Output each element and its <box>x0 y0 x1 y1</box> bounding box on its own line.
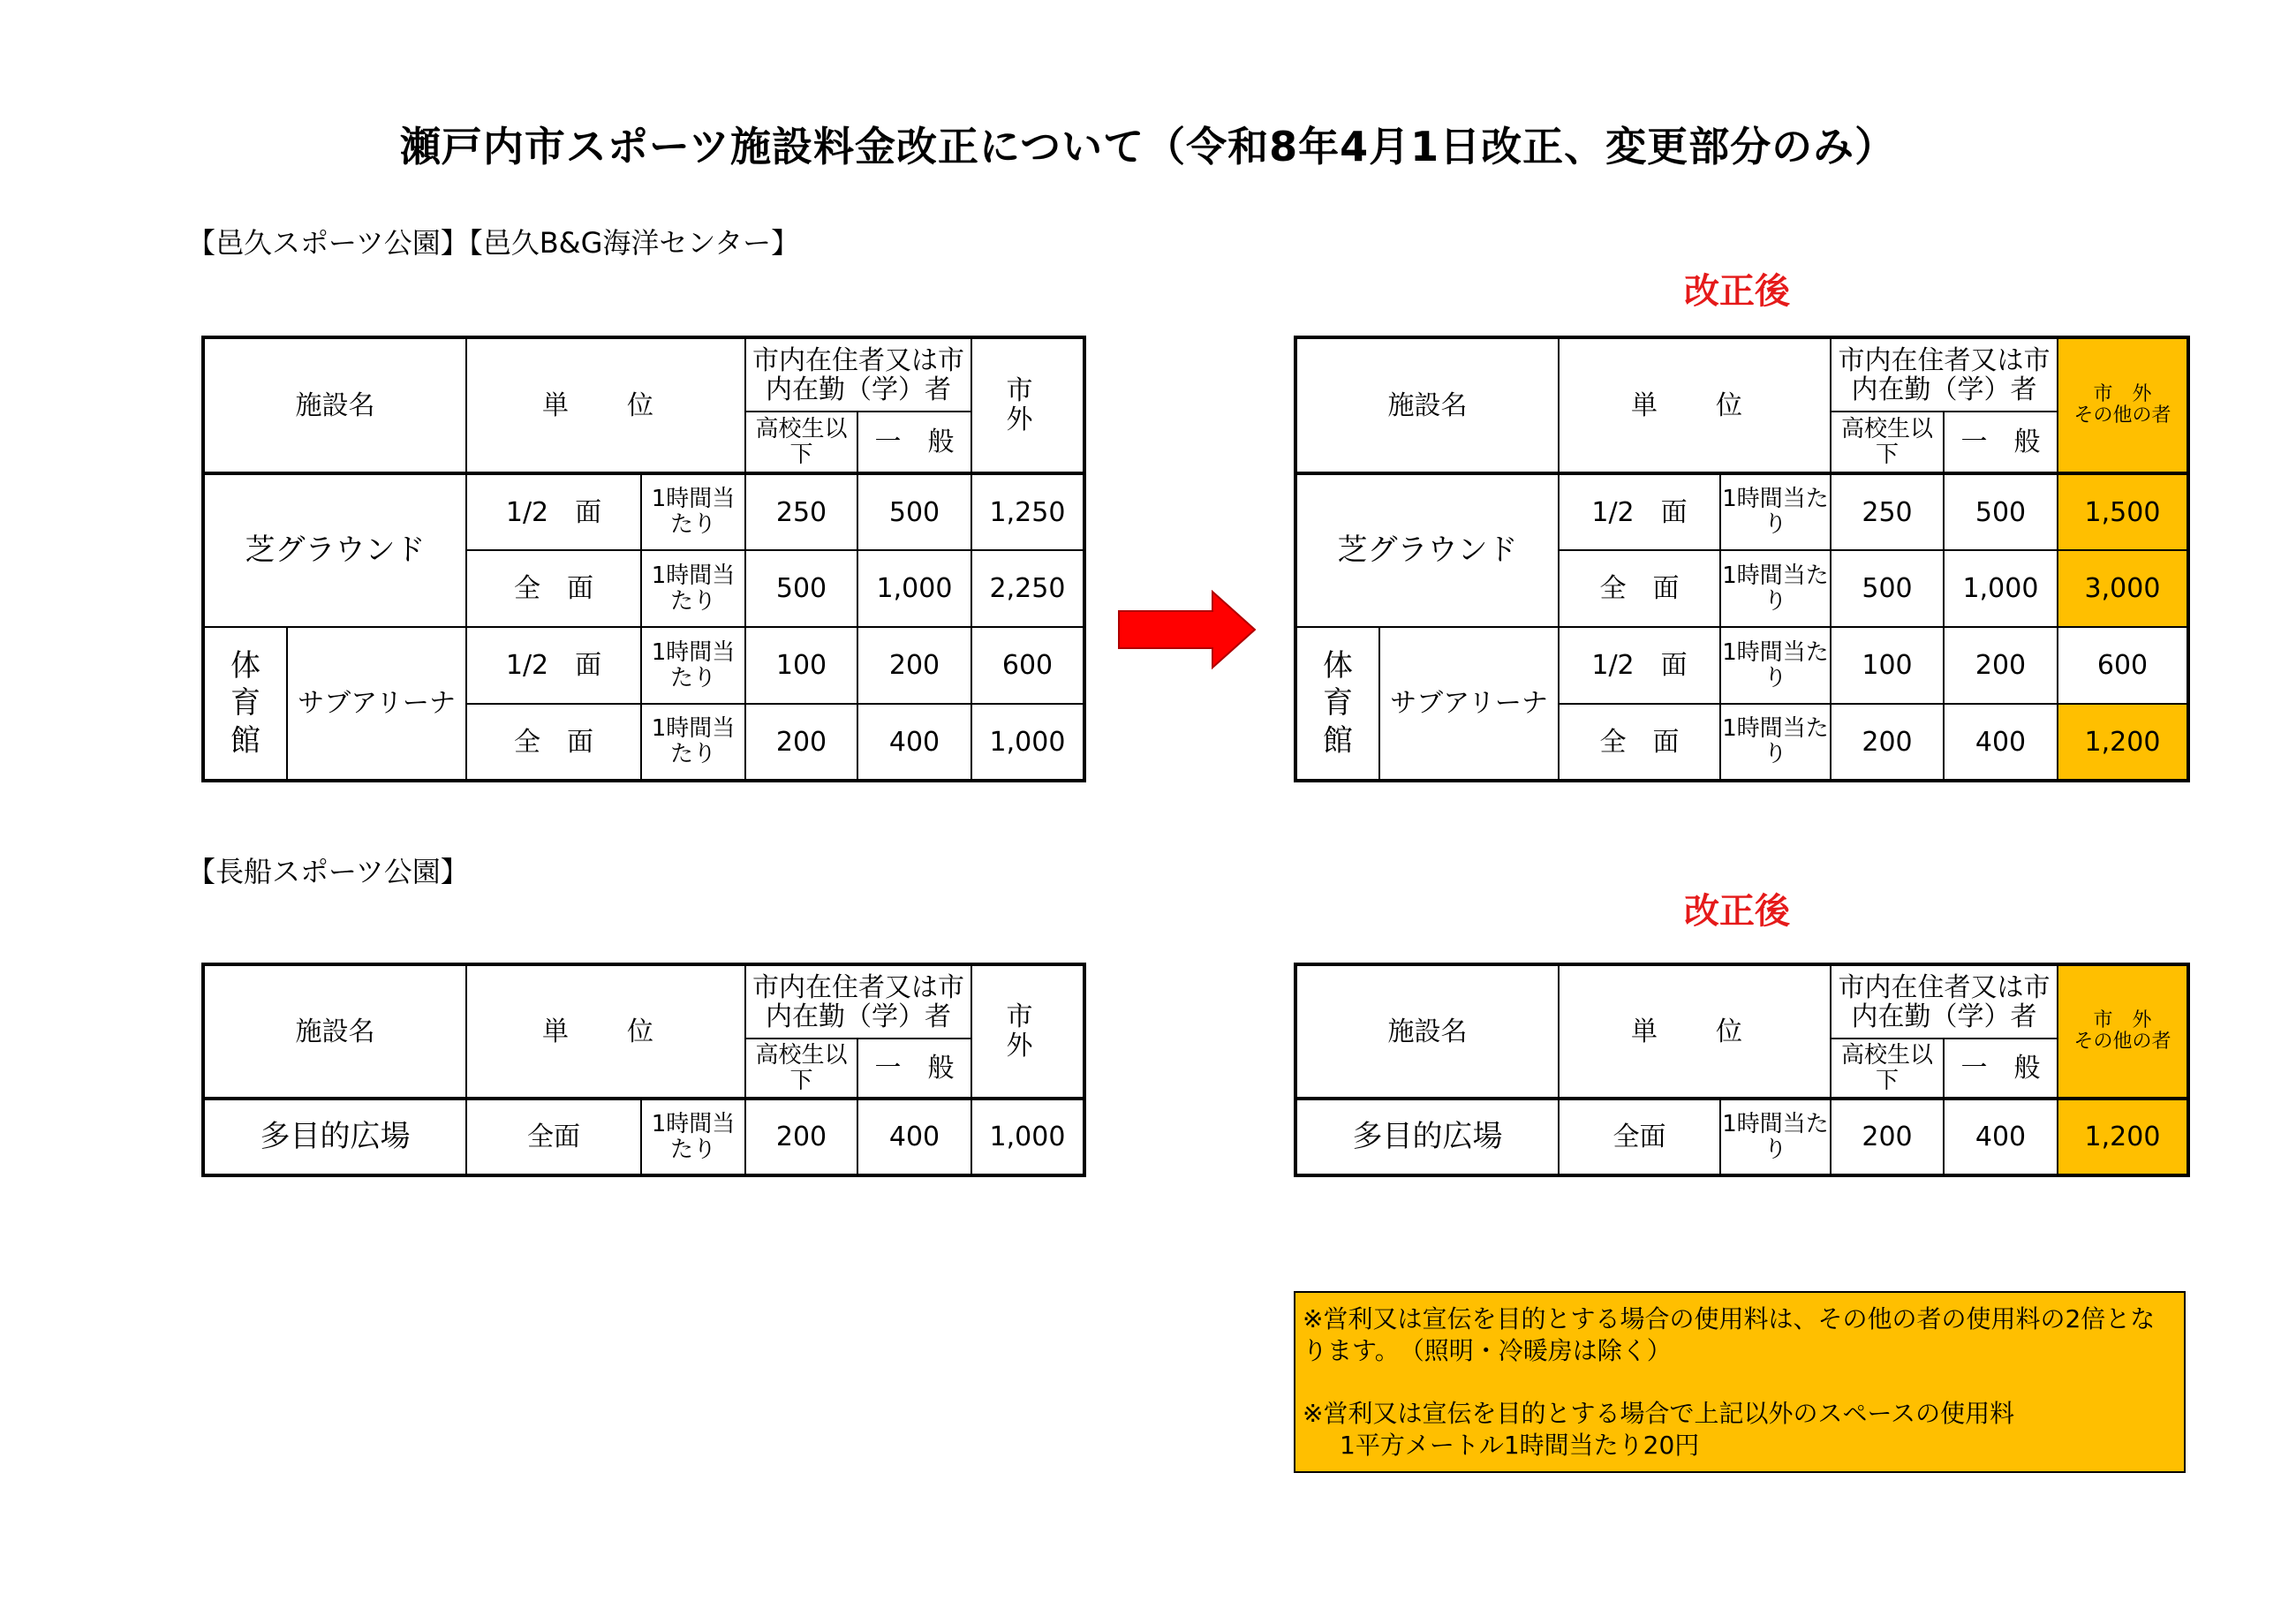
header-resident: 市内在住者又は市内在勤（学）者 <box>745 337 971 412</box>
page-title: 瀬戸内市スポーツ施設料金改正について（令和8年4月1日改正、変更部分のみ） <box>399 123 1897 170</box>
right-arrow-icon <box>1117 590 1258 669</box>
fee-outside: 600 <box>971 627 1084 704</box>
fee-table-osafune-after <box>1294 963 2190 1177</box>
unit-per-hour: 1時間当たり <box>1720 704 1831 781</box>
fee-student: 500 <box>745 550 857 627</box>
fee-table-oku-after <box>1294 336 2190 782</box>
header-general: 一 般 <box>1944 412 2058 473</box>
fee-general: 1,000 <box>857 550 971 627</box>
header-facility: 施設名 <box>203 337 466 473</box>
fee-outside-changed: 3,000 <box>2058 550 2188 627</box>
fee-student: 100 <box>745 627 857 704</box>
fee-student: 500 <box>1831 550 1944 627</box>
header-facility: 施設名 <box>1295 337 1559 473</box>
unit-full: 全 面 <box>1559 550 1720 627</box>
fee-outside-changed: 1,200 <box>2058 1099 2188 1175</box>
header-student: 高校生以下 <box>1831 1039 1944 1099</box>
facility-tamokuteki: 多目的広場 <box>1295 1099 1559 1175</box>
fee-student: 200 <box>745 1099 857 1175</box>
fee-outside-changed: 1,200 <box>2058 704 2188 781</box>
note-line-3: 1平方メートル1時間当たり20円 <box>1340 1431 1700 1461</box>
fee-student: 200 <box>1831 704 1944 781</box>
header-outside: 市 外 <box>971 964 1084 1099</box>
unit-half: 1/2 面 <box>466 473 641 550</box>
facility-gym: 体 育 館 <box>1295 627 1379 781</box>
note-line-1: ※営利又は宣伝を目的とする場合の使用料は、その他の者の使用料の2倍となります。 （照明・冷暖房は除く） <box>1303 1304 2156 1366</box>
fee-student: 200 <box>745 704 857 781</box>
header-unit: 単 位 <box>1559 337 1831 473</box>
unit-full: 全 面 <box>1559 704 1720 781</box>
after-revision-label-1: 改正後 <box>1684 271 1790 312</box>
commercial-use-note <box>1294 1291 2186 1473</box>
header-facility: 施設名 <box>1295 964 1559 1099</box>
header-unit: 単 位 <box>466 964 745 1099</box>
fee-general: 200 <box>1944 627 2058 704</box>
fee-general: 500 <box>857 473 971 550</box>
unit-full: 全 面 <box>466 550 641 627</box>
fee-general: 400 <box>857 704 971 781</box>
fee-outside: 1,250 <box>971 473 1084 550</box>
fee-general: 200 <box>857 627 971 704</box>
fee-general: 400 <box>1944 1099 2058 1175</box>
unit-per-hour: 1時間当たり <box>641 473 745 550</box>
unit-per-hour: 1時間当たり <box>1720 473 1831 550</box>
header-resident: 市内在住者又は市内在勤（学）者 <box>1831 337 2058 412</box>
facility-shiba: 芝グラウンド <box>203 473 466 627</box>
note-line-2: ※営利又は宣伝を目的とする場合で上記以外のスペースの使用料 <box>1303 1398 2015 1428</box>
header-unit: 単 位 <box>1559 964 1831 1099</box>
header-resident: 市内在住者又は市内在勤（学）者 <box>1831 964 2058 1039</box>
header-student: 高校生以下 <box>745 412 857 473</box>
facility-gym: 体 育 館 <box>203 627 287 781</box>
unit-full: 全面 <box>1559 1099 1720 1175</box>
fee-general: 400 <box>857 1099 971 1175</box>
header-resident: 市内在住者又は市内在勤（学）者 <box>745 964 971 1039</box>
fee-student: 250 <box>1831 473 1944 550</box>
header-general: 一 般 <box>857 1039 971 1099</box>
facility-tamokuteki: 多目的広場 <box>203 1099 466 1175</box>
header-outside-other: 市 外 その他の者 <box>2058 964 2188 1099</box>
unit-half: 1/2 面 <box>466 627 641 704</box>
facility-sub-arena: サブアリーナ <box>287 627 466 781</box>
unit-full: 全 面 <box>466 704 641 781</box>
fee-table-oku-before <box>201 336 1091 782</box>
unit-per-hour: 1時間当たり <box>641 627 745 704</box>
header-outside: 市 外 <box>971 337 1084 473</box>
fee-general: 1,000 <box>1944 550 2058 627</box>
unit-per-hour: 1時間当たり <box>1720 550 1831 627</box>
header-general: 一 般 <box>1944 1039 2058 1099</box>
header-student: 高校生以下 <box>745 1039 857 1099</box>
section-label-osafune: 【長船スポーツ公園】 <box>187 855 469 888</box>
fee-table-osafune-before <box>201 963 1091 1177</box>
fee-student: 200 <box>1831 1099 1944 1175</box>
fee-outside-changed: 1,500 <box>2058 473 2188 550</box>
header-student: 高校生以下 <box>1831 412 1944 473</box>
unit-half: 1/2 面 <box>1559 473 1720 550</box>
unit-per-hour: 1時間当たり <box>641 1099 745 1175</box>
facility-shiba: 芝グラウンド <box>1295 473 1559 627</box>
unit-per-hour: 1時間当たり <box>1720 1099 1831 1175</box>
facility-sub-arena: サブアリーナ <box>1379 627 1559 781</box>
unit-half: 1/2 面 <box>1559 627 1720 704</box>
fee-student: 250 <box>745 473 857 550</box>
fee-outside: 1,000 <box>971 704 1084 781</box>
header-outside-other: 市 外 その他の者 <box>2058 337 2188 473</box>
unit-per-hour: 1時間当たり <box>641 550 745 627</box>
fee-general: 500 <box>1944 473 2058 550</box>
header-general: 一 般 <box>857 412 971 473</box>
fee-outside: 2,250 <box>971 550 1084 627</box>
unit-per-hour: 1時間当たり <box>641 704 745 781</box>
after-revision-label-2: 改正後 <box>1684 891 1790 932</box>
fee-outside: 1,000 <box>971 1099 1084 1175</box>
unit-per-hour: 1時間当たり <box>1720 627 1831 704</box>
header-unit: 単 位 <box>466 337 745 473</box>
fee-student: 100 <box>1831 627 1944 704</box>
fee-general: 400 <box>1944 704 2058 781</box>
fee-outside: 600 <box>2058 627 2188 704</box>
section-label-oku: 【邑久スポーツ公園】【邑久B&G海洋センター】 <box>187 226 800 260</box>
unit-full: 全面 <box>466 1099 641 1175</box>
header-facility: 施設名 <box>203 964 466 1099</box>
